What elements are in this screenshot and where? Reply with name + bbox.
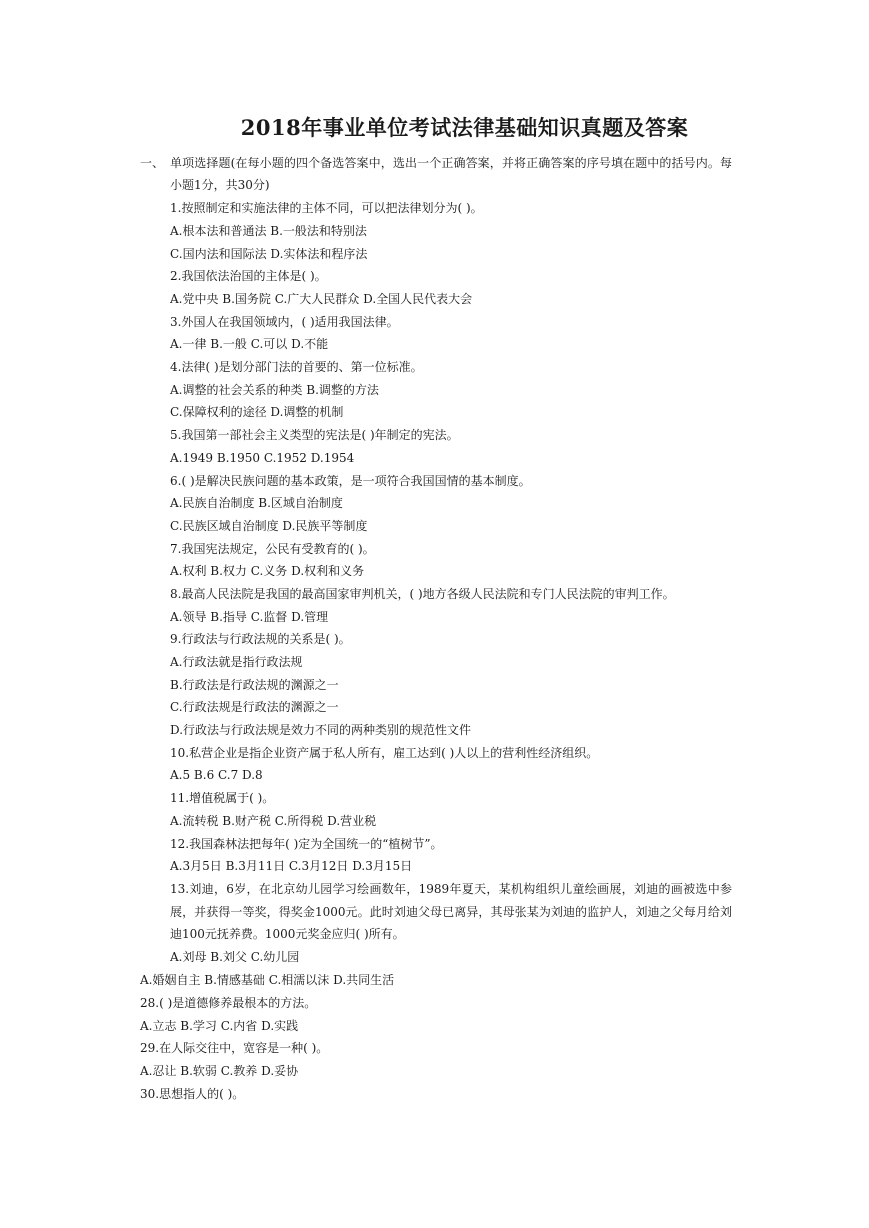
option-line: C.民族区域自治制度 D.民族平等制度 bbox=[170, 519, 368, 533]
section-number: 一、 bbox=[140, 156, 165, 170]
option-line: C.国内法和国际法 D.实体法和程序法 bbox=[170, 247, 368, 261]
question-line: 7.我国宪法规定，公民有受教育的( )。 bbox=[170, 542, 375, 556]
option-line: A.党中央 B.国务院 C.广大人民群众 D.全国人民代表大会 bbox=[170, 292, 473, 306]
option-line: A.流转税 B.财产税 C.所得税 D.营业税 bbox=[170, 814, 377, 828]
option-line: D.行政法与行政法规是效力不同的两种类别的规范性文件 bbox=[170, 723, 472, 737]
option-line: A.刘母 B.刘父 C.幼儿园 bbox=[170, 950, 300, 964]
page-title: 2018年事业单位考试法律基础知识真题及答案 bbox=[240, 115, 689, 140]
question-line: 10.私营企业是指企业资产属于私人所有，雇工达到( )人以上的营利性经济组织。 bbox=[170, 746, 599, 760]
option-line: A.立志 B.学习 C.内省 D.实践 bbox=[140, 1019, 299, 1033]
question-line: 3.外国人在我国领域内，( )适用我国法律。 bbox=[170, 315, 399, 329]
section-intro: 单项选择题(在每小题的四个备选答案中，选出一个正确答案，并将正确答案的序号填在题中的括号内。每小题1分，共30分) bbox=[170, 156, 732, 192]
question-line: 1.按照制定和实施法律的主体不同，可以把法律划分为( )。 bbox=[170, 201, 483, 215]
option-line: A.权利 B.权力 C.义务 D.权利和义务 bbox=[170, 564, 365, 578]
option-line: C.保障权利的途径 D.调整的机制 bbox=[170, 405, 344, 419]
option-line: A.3月5日 B.3月11日 C.3月12日 D.3月15日 bbox=[170, 859, 413, 873]
option-line: B.行政法是行政法规的渊源之一 bbox=[170, 678, 339, 692]
question-13-paragraph: 13.刘迪，6岁，在北京幼儿园学习绘画数年，1989年夏天，某机构组织儿童绘画展，刘迪的画被选中参展，并获得一等奖，得奖金1000元。此时刘迪父母已离异，其母张某为刘迪的监护人，刘迪之父每月给刘迪100元抚养费。1000元奖金应归( )所有。 bbox=[170, 882, 732, 941]
option-line: A.调整的社会关系的种类 B.调整的方法 bbox=[170, 383, 379, 397]
option-line: A.民族自治制度 B.区域自治制度 bbox=[170, 496, 343, 510]
option-line: A.5 B.6 C.7 D.8 bbox=[170, 768, 263, 782]
question-line: 6.( )是解决民族问题的基本政策，是一项符合我国国情的基本制度。 bbox=[170, 474, 531, 488]
question-line: 11.增值税属于( )。 bbox=[170, 791, 275, 805]
question-line: 8.最高人民法院是我国的最高国家审判机关，( )地方各级人民法院和专门人民法院的审判工作。 bbox=[170, 587, 675, 601]
option-line: A.一律 B.一般 C.可以 D.不能 bbox=[170, 337, 329, 351]
option-line: A.1949 B.1950 C.1952 D.1954 bbox=[170, 451, 355, 465]
option-line: A.根本法和普通法 B.一般法和特别法 bbox=[170, 224, 367, 238]
question-line: 4.法律( )是划分部门法的首要的、第一位标准。 bbox=[170, 360, 423, 374]
option-line: A.行政法就是指行政法规 bbox=[170, 655, 303, 669]
option-line: C.行政法规是行政法的渊源之一 bbox=[170, 700, 339, 714]
option-line: A.忍让 B.软弱 C.教养 D.妥协 bbox=[140, 1064, 299, 1078]
question-line: 28.( )是道德修养最根本的方法。 bbox=[140, 996, 317, 1010]
question-line: 9.行政法与行政法规的关系是( )。 bbox=[170, 632, 351, 646]
option-line: A.领导 B.指导 C.监督 D.管理 bbox=[170, 610, 329, 624]
question-line: 5.我国第一部社会主义类型的宪法是( )年制定的宪法。 bbox=[170, 428, 459, 442]
question-line: 12.我国森林法把每年( )定为全国统一的“植树节”。 bbox=[170, 837, 443, 851]
question-line: 29.在人际交往中，宽容是一种( )。 bbox=[140, 1041, 329, 1055]
question-line: 2.我国依法治国的主体是( )。 bbox=[170, 269, 327, 283]
question-line: 30.思想指人的( )。 bbox=[140, 1087, 245, 1101]
option-line: A.婚姻自主 B.情感基础 C.相濡以沫 D.共同生活 bbox=[140, 973, 395, 987]
